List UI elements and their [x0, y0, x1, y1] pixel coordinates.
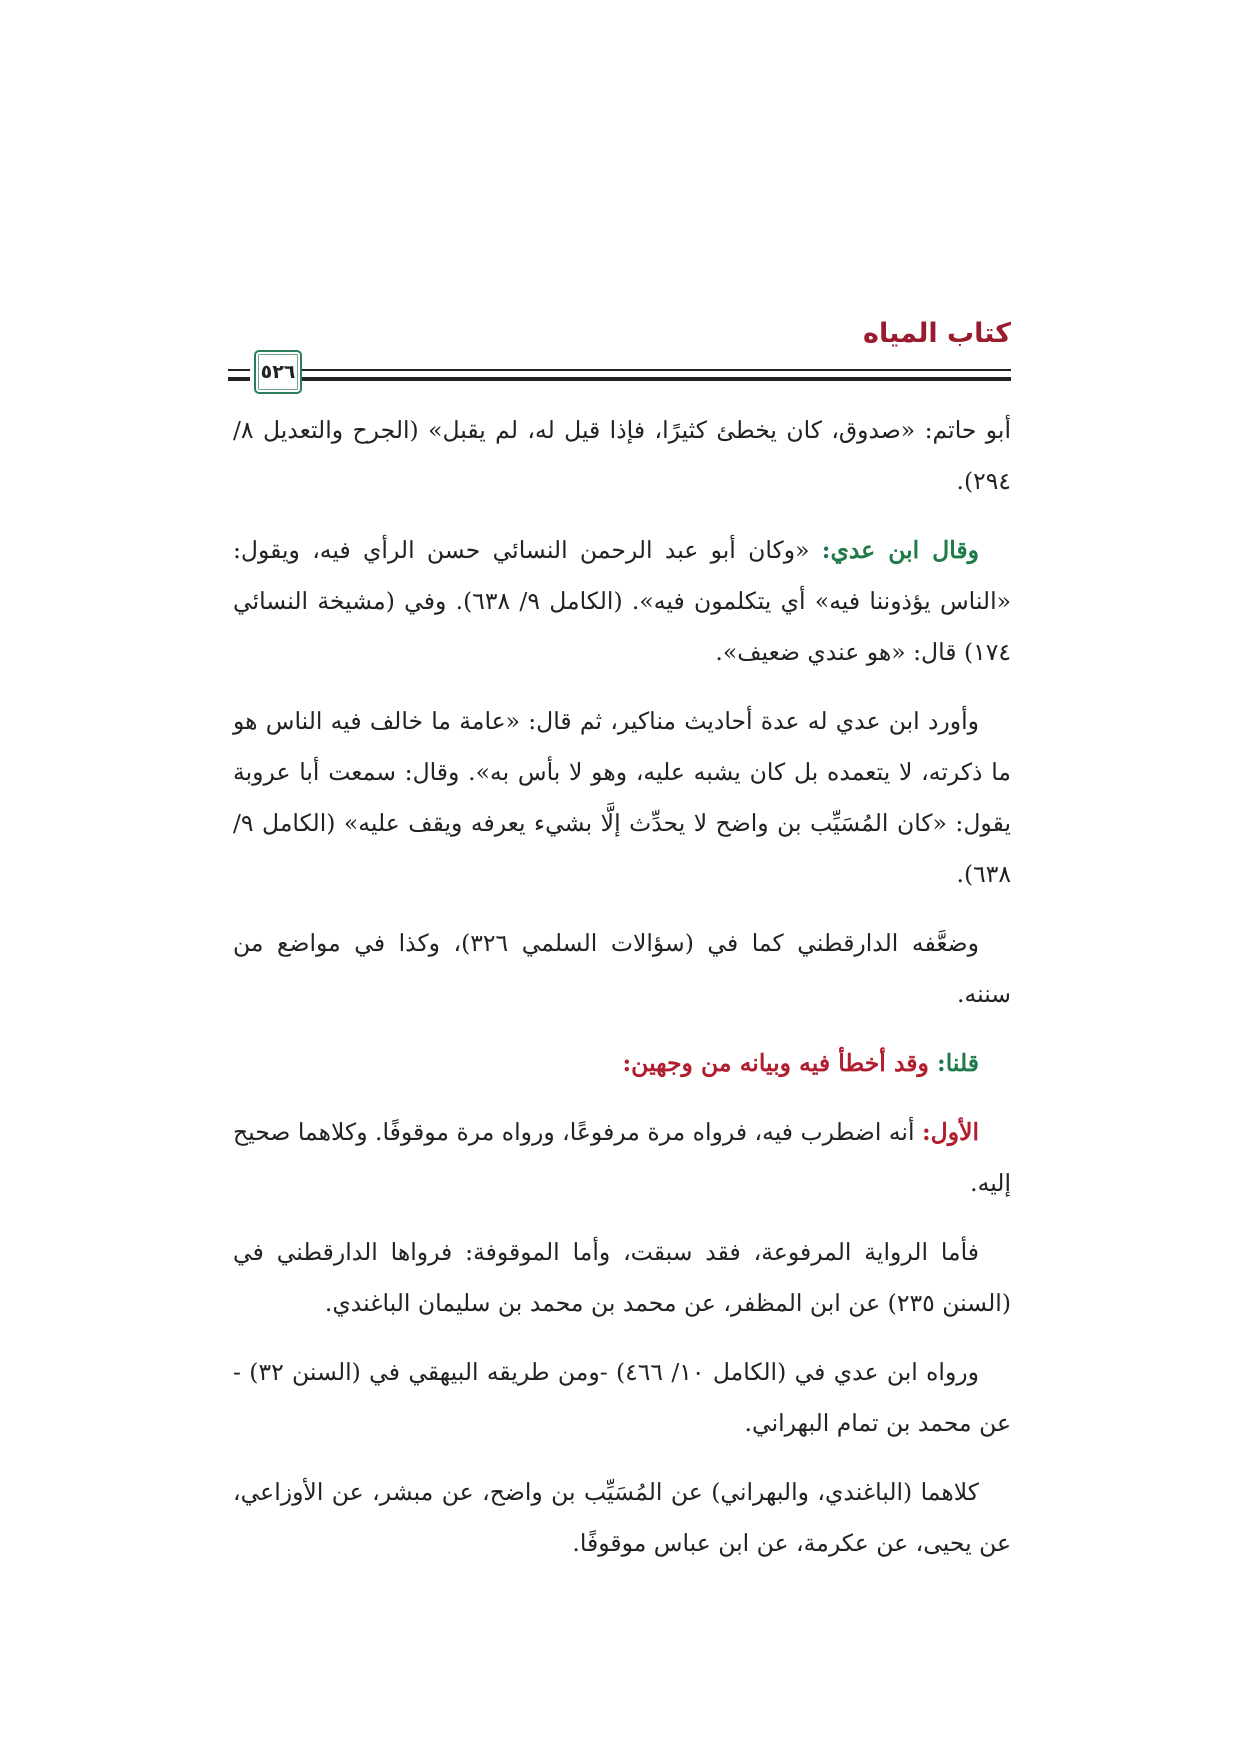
- header-rule-left-thick: [228, 377, 250, 381]
- paragraph-8: [233, 1347, 1011, 1449]
- page-number: ٥٢٦: [260, 361, 296, 383]
- page-number-frame: [254, 350, 302, 394]
- header-rule-thin: [300, 369, 1011, 371]
- paragraph-text: أنه اضطرب فيه، فرواه مرة مرفوعًا، ورواه مرة موقوفًا. وكلاهما صحيح إليه.: [233, 1118, 1011, 1197]
- paragraph-2: [233, 525, 1011, 678]
- paragraph-1: [233, 405, 1011, 507]
- paragraph-5: [233, 1038, 1011, 1089]
- paragraph-text: وأورد ابن عدي له عدة أحاديث مناكير، ثم قال: «عامة ما خالف فيه الناس هو ما ذكرته، لا يتعمده بل كان يشبه عليه، وهو لا بأس به». وقال: سمعت أبا عروبة يقول: «كان المُسَيِّب بن واضح لا يحدِّث إلَّا بشيء يعرفه ويقف عليه» (الكامل ٩/ ٦٣٨).: [233, 707, 1011, 888]
- paragraph-lead: قلنا:: [937, 1049, 979, 1077]
- paragraph-text: ورواه ابن عدي في (الكامل ١٠/ ٤٦٦) -ومن طريقه البيهقي في (السنن ٣٢) - عن محمد بن تمام البهراني.: [233, 1358, 1011, 1437]
- paragraph-7: [233, 1227, 1011, 1329]
- paragraph-lead: وقال ابن عدي:: [821, 536, 979, 564]
- paragraph-6: [233, 1107, 1011, 1209]
- paragraph-heading-text: وقد أخطأ فيه وبيانه من وجهين:: [622, 1049, 938, 1077]
- paragraph-text: فأما الرواية المرفوعة، فقد سبقت، وأما الموقوفة: فرواها الدارقطني في (السنن ٢٣٥) عن ابن المظفر، عن محمد بن محمد بن سليمان الباغندي.: [233, 1238, 1011, 1317]
- paragraph-lead: الأول:: [921, 1118, 979, 1146]
- header-rule-thick: [300, 377, 1011, 381]
- paragraph-text: أبو حاتم: «صدوق، كان يخطئ كثيرًا، فإذا قيل له، لم يقبل» (الجرح والتعديل ٨/ ٢٩٤).: [233, 416, 1011, 495]
- paragraph-4: [233, 918, 1011, 1020]
- paragraph-text: «وكان أبو عبد الرحمن النسائي حسن الرأي فيه، ويقول: «الناس يؤذوننا فيه» أي يتكلمون فيه». (الكامل ٩/ ٦٣٨). وفي (مشيخة النسائي ١٧٤) قال: «هو عندي ضعيف».: [233, 536, 1011, 666]
- paragraph-text: كلاهما (الباغندي، والبهراني) عن المُسَيِّب بن واضح، عن مبشر، عن الأوزاعي، عن يحيى، عن عكرمة، عن ابن عباس موقوفًا.: [233, 1478, 1011, 1557]
- paragraph-3: [233, 696, 1011, 900]
- paragraph-9: [233, 1467, 1011, 1569]
- header-rule-left-thin: [228, 369, 250, 371]
- book-title: كتاب المياه: [863, 318, 1011, 349]
- page-header: [228, 312, 1011, 392]
- paragraph-text: وضعَّفه الدارقطني كما في (سؤالات السلمي ٣٢٦)، وكذا في مواضع من سننه.: [233, 929, 1011, 1008]
- page-body: [233, 405, 1011, 1587]
